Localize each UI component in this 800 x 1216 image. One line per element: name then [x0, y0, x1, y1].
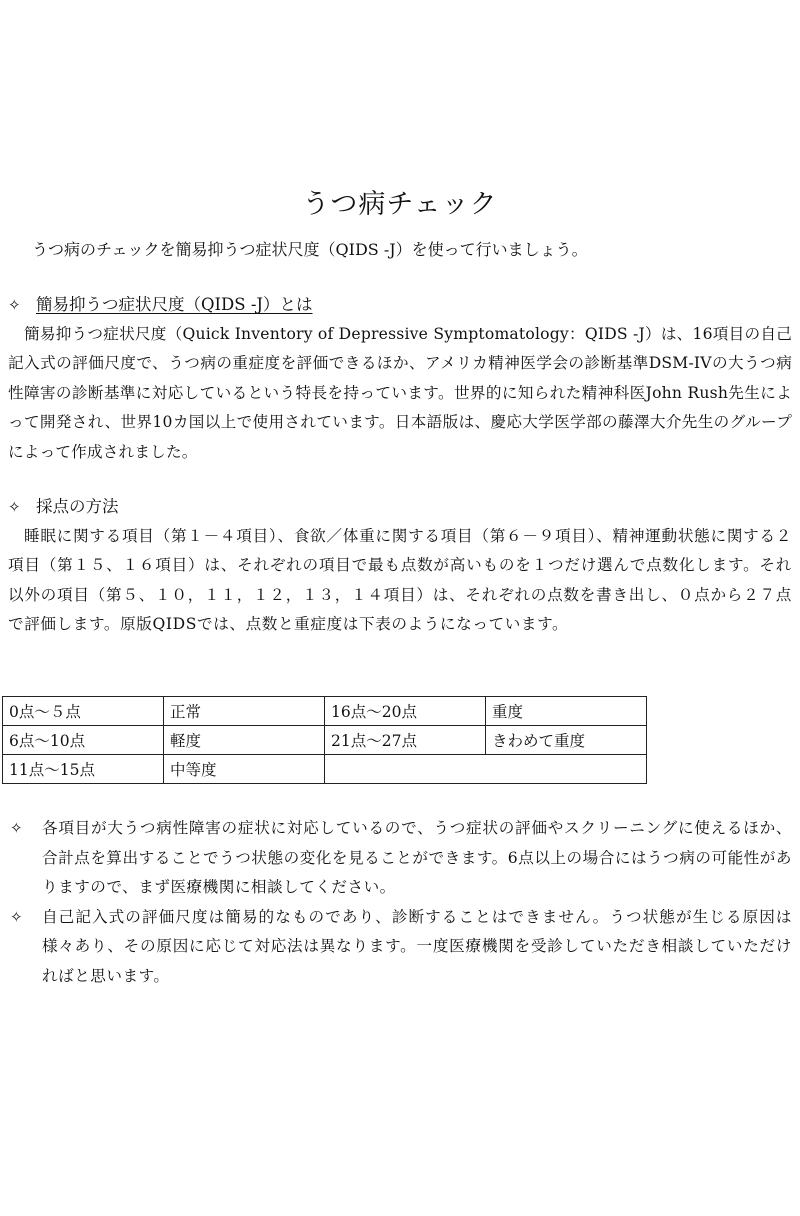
section-body: 睡眠に関する項目（第１－４項目）、食欲／体重に関する項目（第６－９項目）、精神運動状態に関する２項目（第１５、１６項目）は、それぞれの項目で最も点数が高いものを１つだけ選んで点数化します。それ以外の項目（第５、１０，１１，１２，１３，１４項目）は、それぞれの点数を書き出し、０点から２７点で評価します。原版QIDSでは、点数と重症度は下表のようになっています。	[8, 527, 792, 634]
table-row	[3, 697, 647, 726]
table-row	[3, 755, 647, 784]
page-title: うつ病チェック	[302, 189, 498, 220]
table-cell: 中等度	[164, 755, 325, 784]
diamond-bullet-icon: ✧	[8, 296, 21, 314]
diamond-bullet-icon: ✧	[10, 907, 23, 926]
score-severity-table	[2, 696, 647, 784]
note-text: 自己記入式の評価尺度は簡易的なものであり、診断することはできません。うつ状態が生じる原因は様々あり、その原因に応じて対応法は異なります。一度医療機関を受診していただき相談していただければと思います。	[42, 907, 792, 985]
table-cell: 正常	[164, 697, 325, 726]
table-cell-empty	[325, 755, 647, 784]
table-cell: 軽度	[164, 726, 325, 755]
notes-list	[8, 814, 792, 992]
table-row	[3, 726, 647, 755]
diamond-bullet-icon: ✧	[8, 498, 21, 516]
list-item	[8, 903, 792, 992]
table-cell: 0点～５点	[3, 697, 164, 726]
section-heading	[8, 492, 792, 522]
intro-text: うつ病のチェックを簡易抑うつ症状尺度（QIDS -J）を使って行いましょう。	[32, 240, 588, 259]
table-cell: 16点～20点	[325, 697, 486, 726]
table-cell: 11点～15点	[3, 755, 164, 784]
section-scoring	[8, 492, 792, 640]
list-item	[8, 814, 792, 903]
section-heading	[8, 290, 792, 320]
section-heading-text: 簡易抑うつ症状尺度（QIDS -J）とは	[36, 295, 313, 314]
table-cell: 6点～10点	[3, 726, 164, 755]
section-heading-text: 採点の方法	[36, 497, 119, 516]
section-qids-about	[8, 290, 792, 467]
diamond-bullet-icon: ✧	[10, 819, 23, 837]
note-text: 各項目が大うつ病性障害の症状に対応しているので、うつ症状の評価やスクリーニングに使えるほか、合計点を算出することでうつ状態の変化を見ることができます。6点以上の場合にはうつ病の可能性がありますので、まず医療機関に相談してください。	[42, 819, 792, 897]
table-cell: 重度	[486, 697, 647, 726]
section-body: 簡易抑うつ症状尺度（Quick Inventory of Depressive Symptomatology：QIDS -J）は、16項目の自己記入式の評価尺度で、うつ病の重症度を評価できるほか、アメリカ精神医学会の診断基準DSM-IVの大うつ病性障害の診断基準に対応しているという特長を持っています。世界的に知られた精神科医John Rush先生によって開発され、世界10カ国以上で使用されています。日本語版は、慶応大学医学部の藤澤大介先生のグループによって作成されました。	[8, 325, 792, 461]
table-cell: 21点～27点	[325, 726, 486, 755]
table-cell: きわめて重度	[486, 726, 647, 755]
